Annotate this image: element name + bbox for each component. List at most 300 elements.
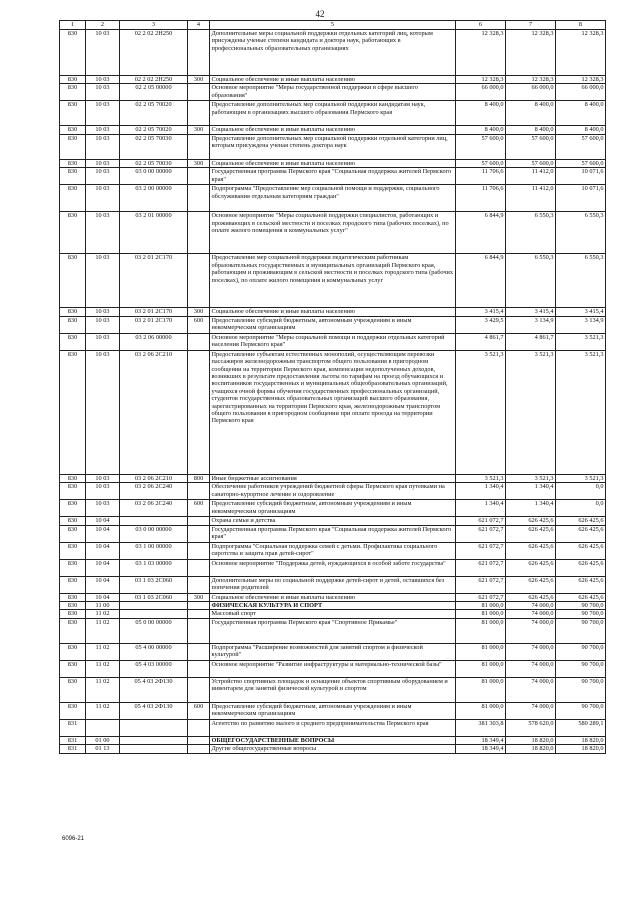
- item-name-cell: Социальное обеспечение и иные выплаты населению: [210, 308, 456, 316]
- target-article-cell: 05 4 03 00000: [120, 660, 188, 677]
- section-code-cell: 10 03: [86, 316, 120, 333]
- target-article-cell: 02 2 02 2Н250: [120, 76, 188, 84]
- section-code-cell: 10 03: [86, 254, 120, 308]
- amount-year2-cell: 74 000,0: [506, 643, 556, 660]
- section-code-cell: 10 03: [86, 30, 120, 76]
- admin-code-cell: 830: [60, 350, 86, 474]
- amount-year1-cell: 57 600,0: [456, 159, 506, 167]
- admin-code-cell: 830: [60, 643, 86, 660]
- admin-code-cell: 830: [60, 525, 86, 542]
- amount-year3-cell: 626 425,6: [556, 559, 606, 576]
- header-cell: 8: [556, 21, 606, 30]
- amount-year2-cell: 626 425,6: [506, 593, 556, 601]
- amount-year2-cell: 626 425,6: [506, 576, 556, 593]
- amount-year1-cell: 621 072,7: [456, 576, 506, 593]
- table-row: [60, 333, 606, 350]
- target-article-cell: 03 2 06 2С210: [120, 474, 188, 482]
- admin-code-cell: 830: [60, 159, 86, 167]
- section-code-cell: 11 02: [86, 643, 120, 660]
- target-article-cell: 05 4 03 2Ф130: [120, 702, 188, 719]
- amount-year1-cell: 381 303,8: [456, 719, 506, 736]
- amount-year2-cell: 66 000,0: [506, 84, 556, 101]
- item-name-cell: Другие общегосударственные вопросы: [210, 745, 456, 753]
- item-name-cell: Государственная программа Пермского края "Социальная поддержка жителей Пермского края": [210, 168, 456, 185]
- expense-type-cell: 800: [188, 474, 210, 482]
- amount-year2-cell: 3 415,4: [506, 308, 556, 316]
- amount-year2-cell: 74 000,0: [506, 660, 556, 677]
- expense-type-cell: [188, 212, 210, 254]
- expense-type-cell: [188, 719, 210, 736]
- expense-type-cell: [188, 333, 210, 350]
- admin-code-cell: 830: [60, 517, 86, 525]
- target-article-cell: 03 2 01 2С170: [120, 308, 188, 316]
- admin-code-cell: 830: [60, 610, 86, 618]
- amount-year1-cell: 81 000,0: [456, 702, 506, 719]
- table-row: [60, 525, 606, 542]
- target-article-cell: 05 0 00 00000: [120, 618, 188, 643]
- target-article-cell: 05 4 00 00000: [120, 643, 188, 660]
- item-name-cell: Обеспечение работников учреждений бюджетной сферы Пермского края путевками на санаторно-курортное лечение и оздоровление: [210, 483, 456, 500]
- page-number: 42: [315, 9, 325, 19]
- amount-year2-cell: 1 340,4: [506, 483, 556, 500]
- amount-year1-cell: 621 072,7: [456, 559, 506, 576]
- expense-type-cell: 600: [188, 316, 210, 333]
- amount-year3-cell: 18 820,0: [556, 736, 606, 744]
- section-code-cell: 10 03: [86, 185, 120, 212]
- table-row: [60, 702, 606, 719]
- table-row: [60, 601, 606, 609]
- target-article-cell: 03 1 03 2С060: [120, 576, 188, 593]
- section-code-cell: 11 02: [86, 618, 120, 643]
- admin-code-cell: 830: [60, 483, 86, 500]
- amount-year3-cell: 3 521,3: [556, 333, 606, 350]
- expense-type-cell: [188, 618, 210, 643]
- expense-type-cell: 300: [188, 159, 210, 167]
- table-row: [60, 736, 606, 744]
- target-article-cell: 03 0 00 00000: [120, 168, 188, 185]
- expense-type-cell: [188, 254, 210, 308]
- table-row: [60, 212, 606, 254]
- target-article-cell: 03 2 01 2С170: [120, 254, 188, 308]
- item-name-cell: Устройство спортивных площадок и оснащение объектов спортивным оборудованием и инвентарем для занятий физической культурой и спортом: [210, 677, 456, 702]
- expense-type-cell: [188, 601, 210, 609]
- table-row: [60, 618, 606, 643]
- amount-year1-cell: 8 400,0: [456, 126, 506, 134]
- expense-type-cell: [188, 677, 210, 702]
- target-article-cell: [120, 517, 188, 525]
- table-row: [60, 350, 606, 474]
- amount-year2-cell: 1 340,4: [506, 500, 556, 517]
- expense-type-cell: [188, 736, 210, 744]
- amount-year2-cell: 74 000,0: [506, 601, 556, 609]
- table-row: [60, 134, 606, 159]
- expense-type-cell: 600: [188, 702, 210, 719]
- amount-year2-cell: 74 000,0: [506, 702, 556, 719]
- table-row: [60, 254, 606, 308]
- amount-year3-cell: 0,0: [556, 500, 606, 517]
- section-code-cell: 10 04: [86, 517, 120, 525]
- admin-code-cell: 830: [60, 30, 86, 76]
- amount-year2-cell: 12 328,3: [506, 30, 556, 76]
- amount-year3-cell: 580 289,1: [556, 719, 606, 736]
- header-cell: 4: [188, 21, 210, 30]
- table-row: [60, 126, 606, 134]
- amount-year2-cell: 18 820,0: [506, 745, 556, 753]
- admin-code-cell: 831: [60, 745, 86, 753]
- expense-type-cell: [188, 134, 210, 159]
- amount-year2-cell: 3 521,3: [506, 350, 556, 474]
- admin-code-cell: 831: [60, 736, 86, 744]
- target-article-cell: 02 2 05 70020: [120, 126, 188, 134]
- table-row: [60, 316, 606, 333]
- admin-code-cell: 831: [60, 719, 86, 736]
- amount-year2-cell: 11 412,0: [506, 168, 556, 185]
- amount-year1-cell: 3 429,5: [456, 316, 506, 333]
- section-code-cell: 01 00: [86, 736, 120, 744]
- table-row: [60, 483, 606, 500]
- section-code-cell: 10 03: [86, 101, 120, 126]
- item-name-cell: Дополнительные меры по социальной поддержке детей-сирот и детей, оставшихся без попечения родителей: [210, 576, 456, 593]
- amount-year3-cell: 10 071,6: [556, 185, 606, 212]
- amount-year2-cell: 8 400,0: [506, 101, 556, 126]
- amount-year1-cell: 11 706,6: [456, 168, 506, 185]
- target-article-cell: 03 2 06 2С240: [120, 500, 188, 517]
- amount-year3-cell: 18 820,0: [556, 745, 606, 753]
- table-row: [60, 76, 606, 84]
- footer-code: 6096-21: [62, 836, 85, 842]
- admin-code-cell: 830: [60, 500, 86, 517]
- amount-year3-cell: 3 415,4: [556, 308, 606, 316]
- amount-year3-cell: 90 700,0: [556, 702, 606, 719]
- admin-code-cell: 830: [60, 542, 86, 559]
- amount-year2-cell: 8 400,0: [506, 126, 556, 134]
- amount-year1-cell: 6 844,9: [456, 254, 506, 308]
- item-name-cell: Государственная программа Пермского края "Социальная поддержка жителей Пермского края": [210, 525, 456, 542]
- target-article-cell: 03 2 00 00000: [120, 185, 188, 212]
- amount-year3-cell: 626 425,6: [556, 542, 606, 559]
- amount-year3-cell: 90 700,0: [556, 677, 606, 702]
- admin-code-cell: 830: [60, 601, 86, 609]
- amount-year3-cell: 626 425,6: [556, 525, 606, 542]
- table-row: [60, 500, 606, 517]
- table-row: [60, 593, 606, 601]
- expense-type-cell: [188, 559, 210, 576]
- amount-year1-cell: 81 000,0: [456, 610, 506, 618]
- admin-code-cell: 830: [60, 333, 86, 350]
- amount-year1-cell: 3 415,4: [456, 308, 506, 316]
- amount-year3-cell: 12 328,3: [556, 30, 606, 76]
- target-article-cell: 02 2 05 70030: [120, 134, 188, 159]
- admin-code-cell: 830: [60, 254, 86, 308]
- amount-year1-cell: 621 072,7: [456, 593, 506, 601]
- amount-year3-cell: 3 521,3: [556, 350, 606, 474]
- expense-type-cell: 300: [188, 76, 210, 84]
- admin-code-cell: 830: [60, 660, 86, 677]
- expense-type-cell: [188, 483, 210, 500]
- table-row: [60, 159, 606, 167]
- amount-year2-cell: 6 550,3: [506, 212, 556, 254]
- table-row: [60, 101, 606, 126]
- item-name-cell: Государственная программа Пермского края "Спортивное Прикамье": [210, 618, 456, 643]
- header-cell: 7: [506, 21, 556, 30]
- expense-type-cell: [188, 525, 210, 542]
- amount-year3-cell: 12 328,3: [556, 76, 606, 84]
- admin-code-cell: 830: [60, 559, 86, 576]
- amount-year1-cell: 1 340,4: [456, 500, 506, 517]
- table-row: [60, 30, 606, 76]
- section-code-cell: 10 04: [86, 542, 120, 559]
- amount-year2-cell: 57 600,0: [506, 159, 556, 167]
- section-code-cell: 10 04: [86, 525, 120, 542]
- admin-code-cell: 830: [60, 702, 86, 719]
- expense-type-cell: [188, 84, 210, 101]
- amount-year1-cell: 11 706,6: [456, 185, 506, 212]
- section-code-cell: 10 03: [86, 350, 120, 474]
- amount-year2-cell: 3 134,9: [506, 316, 556, 333]
- expense-type-cell: [188, 542, 210, 559]
- amount-year2-cell: 4 861,7: [506, 333, 556, 350]
- expense-type-cell: 300: [188, 593, 210, 601]
- expense-type-cell: 300: [188, 308, 210, 316]
- header-cell: 6: [456, 21, 506, 30]
- section-code-cell: 10 03: [86, 168, 120, 185]
- table-row: [60, 185, 606, 212]
- amount-year2-cell: 74 000,0: [506, 618, 556, 643]
- item-name-cell: Предоставление дополнительных мер социальной поддержки отдельной категории лиц, которым присуждена ученая степень доктора наук: [210, 134, 456, 159]
- item-name-cell: Дополнительные меры социальной поддержки отдельных категорий лиц, которым присуждены ученые степени кандидата и доктора наук, работающих в профессиональных образовательных организациях: [210, 30, 456, 76]
- section-code-cell: 10 03: [86, 333, 120, 350]
- target-article-cell: 05 4 03 2Ф130: [120, 677, 188, 702]
- section-code-cell: 10 04: [86, 576, 120, 593]
- target-article-cell: 03 1 03 2С060: [120, 593, 188, 601]
- amount-year3-cell: 626 425,6: [556, 593, 606, 601]
- item-name-cell: Основное мероприятие "Поддержка детей, нуждающихся в особой заботе государства": [210, 559, 456, 576]
- item-name-cell: Предоставление субсидий бюджетным, автономным учреждениям и иным некоммерческим организациям: [210, 500, 456, 517]
- amount-year2-cell: 18 820,0: [506, 736, 556, 744]
- amount-year3-cell: 0,0: [556, 483, 606, 500]
- amount-year3-cell: 626 425,6: [556, 517, 606, 525]
- amount-year1-cell: 621 072,7: [456, 517, 506, 525]
- item-name-cell: Предоставление мер социальной поддержки педагогическим работникам образовательных государственных и муниципальных организаций Пермского края, работающим и проживающим в сельской местности и поселках городского типа (рабочих поселках), по оплате жилого помещения и коммунальных услуг: [210, 254, 456, 308]
- target-article-cell: 03 2 01 2С170: [120, 316, 188, 333]
- expense-type-cell: 600: [188, 500, 210, 517]
- amount-year1-cell: 81 000,0: [456, 601, 506, 609]
- amount-year1-cell: 6 844,9: [456, 212, 506, 254]
- section-code-cell: 11 00: [86, 601, 120, 609]
- target-article-cell: 03 2 06 2С240: [120, 483, 188, 500]
- budget-table: [59, 20, 606, 754]
- section-code-cell: 11 02: [86, 610, 120, 618]
- header-cell: 1: [60, 21, 86, 30]
- amount-year2-cell: 12 328,3: [506, 76, 556, 84]
- section-code-cell: 10 03: [86, 474, 120, 482]
- admin-code-cell: 830: [60, 618, 86, 643]
- amount-year1-cell: 81 000,0: [456, 660, 506, 677]
- table-row: [60, 168, 606, 185]
- target-article-cell: [120, 745, 188, 753]
- expense-type-cell: [188, 101, 210, 126]
- amount-year2-cell: 57 600,0: [506, 134, 556, 159]
- table-row: [60, 576, 606, 593]
- table-row: [60, 745, 606, 753]
- target-article-cell: 02 2 05 70020: [120, 101, 188, 126]
- item-name-cell: Предоставление субсидий бюджетным, автономным учреждениям и иным некоммерческим организациям: [210, 702, 456, 719]
- amount-year1-cell: 621 072,7: [456, 525, 506, 542]
- table-row: [60, 677, 606, 702]
- amount-year1-cell: 81 000,0: [456, 643, 506, 660]
- expense-type-cell: [188, 30, 210, 76]
- amount-year1-cell: 66 000,0: [456, 84, 506, 101]
- amount-year2-cell: 626 425,6: [506, 517, 556, 525]
- item-name-cell: Основное мероприятие "Меры государственной поддержки в сфере высшего образования": [210, 84, 456, 101]
- amount-year3-cell: 626 425,6: [556, 576, 606, 593]
- amount-year1-cell: 3 521,3: [456, 474, 506, 482]
- amount-year1-cell: 1 340,4: [456, 483, 506, 500]
- item-name-cell: Основное мероприятие "Развитие инфраструктуры и материально-технической базы": [210, 660, 456, 677]
- amount-year3-cell: 90 700,0: [556, 601, 606, 609]
- expense-type-cell: [188, 350, 210, 474]
- amount-year1-cell: 3 521,3: [456, 350, 506, 474]
- section-code-cell: 10 03: [86, 212, 120, 254]
- section-code-cell: 10 03: [86, 500, 120, 517]
- section-code-cell: 10 03: [86, 134, 120, 159]
- item-name-cell: ФИЗИЧЕСКАЯ КУЛЬТУРА И СПОРТ: [210, 601, 456, 609]
- amount-year2-cell: 3 521,3: [506, 474, 556, 482]
- section-code-cell: 10 04: [86, 559, 120, 576]
- item-name-cell: ОБЩЕГОСУДАРСТВЕННЫЕ ВОПРОСЫ: [210, 736, 456, 744]
- expense-type-cell: [188, 610, 210, 618]
- admin-code-cell: 830: [60, 168, 86, 185]
- amount-year2-cell: 626 425,6: [506, 559, 556, 576]
- table-row: [60, 660, 606, 677]
- item-name-cell: Охрана семьи и детства: [210, 517, 456, 525]
- header-cell: 5: [210, 21, 456, 30]
- amount-year3-cell: 8 400,0: [556, 126, 606, 134]
- item-name-cell: Социальное обеспечение и иные выплаты населению: [210, 76, 456, 84]
- table-row: [60, 84, 606, 101]
- amount-year1-cell: 4 861,7: [456, 333, 506, 350]
- target-article-cell: 03 1 03 00000: [120, 559, 188, 576]
- item-name-cell: Социальное обеспечение и иные выплаты населению: [210, 126, 456, 134]
- item-name-cell: Предоставление дополнительных мер социальной поддержки кандидатам наук, работающим в организациях высшего образования Пермского края: [210, 101, 456, 126]
- target-article-cell: 03 2 06 00000: [120, 333, 188, 350]
- amount-year1-cell: 18 349,4: [456, 745, 506, 753]
- amount-year1-cell: 12 328,3: [456, 30, 506, 76]
- amount-year1-cell: 12 328,3: [456, 76, 506, 84]
- amount-year2-cell: 74 000,0: [506, 677, 556, 702]
- item-name-cell: Иные бюджетные ассигнования: [210, 474, 456, 482]
- amount-year3-cell: 90 700,0: [556, 618, 606, 643]
- amount-year2-cell: 626 425,6: [506, 525, 556, 542]
- expense-type-cell: [188, 576, 210, 593]
- target-article-cell: 03 2 01 00000: [120, 212, 188, 254]
- admin-code-cell: 830: [60, 316, 86, 333]
- section-code-cell: 11 02: [86, 677, 120, 702]
- amount-year2-cell: 578 620,0: [506, 719, 556, 736]
- section-code-cell: 10 03: [86, 76, 120, 84]
- section-code-cell: 10 04: [86, 593, 120, 601]
- expense-type-cell: 300: [188, 126, 210, 134]
- expense-type-cell: [188, 660, 210, 677]
- target-article-cell: 02 2 02 2Н250: [120, 30, 188, 76]
- target-article-cell: [120, 736, 188, 744]
- admin-code-cell: 830: [60, 185, 86, 212]
- expense-type-cell: [188, 643, 210, 660]
- item-name-cell: Основное мероприятие "Меры социальной помощи и поддержки отдельных категорий населения Пермского края": [210, 333, 456, 350]
- amount-year2-cell: 74 000,0: [506, 610, 556, 618]
- admin-code-cell: 830: [60, 576, 86, 593]
- header-cell: 2: [86, 21, 120, 30]
- amount-year3-cell: 3 521,3: [556, 474, 606, 482]
- admin-code-cell: 830: [60, 308, 86, 316]
- amount-year3-cell: 90 700,0: [556, 643, 606, 660]
- table-row: [60, 474, 606, 482]
- item-name-cell: Агентство по развитию малого и среднего предпринимательства Пермского края: [210, 719, 456, 736]
- amount-year2-cell: 626 425,6: [506, 542, 556, 559]
- table-row: [60, 610, 606, 618]
- target-article-cell: [120, 610, 188, 618]
- target-article-cell: 03 2 06 2С210: [120, 350, 188, 474]
- target-article-cell: [120, 719, 188, 736]
- item-name-cell: Социальное обеспечение и иные выплаты населению: [210, 159, 456, 167]
- admin-code-cell: 830: [60, 593, 86, 601]
- expense-type-cell: [188, 745, 210, 753]
- admin-code-cell: 830: [60, 474, 86, 482]
- section-code-cell: 11 02: [86, 660, 120, 677]
- section-code-cell: 10 03: [86, 483, 120, 500]
- admin-code-cell: 830: [60, 84, 86, 101]
- target-article-cell: 02 2 05 70030: [120, 159, 188, 167]
- expense-type-cell: [188, 185, 210, 212]
- admin-code-cell: 830: [60, 134, 86, 159]
- section-code-cell: [86, 719, 120, 736]
- admin-code-cell: 830: [60, 76, 86, 84]
- amount-year3-cell: 90 700,0: [556, 660, 606, 677]
- table-row: [60, 643, 606, 660]
- target-article-cell: 02 2 05 00000: [120, 84, 188, 101]
- section-code-cell: 10 03: [86, 159, 120, 167]
- table-row: [60, 517, 606, 525]
- amount-year1-cell: 8 400,0: [456, 101, 506, 126]
- table-row: [60, 542, 606, 559]
- amount-year3-cell: 8 400,0: [556, 101, 606, 126]
- amount-year1-cell: 621 072,7: [456, 542, 506, 559]
- admin-code-cell: 830: [60, 101, 86, 126]
- section-code-cell: 11 02: [86, 702, 120, 719]
- section-code-cell: 10 03: [86, 308, 120, 316]
- section-code-cell: 01 13: [86, 745, 120, 753]
- target-article-cell: 03 1 00 00000: [120, 542, 188, 559]
- admin-code-cell: 830: [60, 126, 86, 134]
- amount-year2-cell: 11 412,0: [506, 185, 556, 212]
- amount-year1-cell: 81 000,0: [456, 677, 506, 702]
- item-name-cell: Основное мероприятие "Меры социальной поддержки специалистов, работающих и проживающих в сельской местности и поселках городского типа (рабочих поселках), по оплате жилого помещения и коммунальных услуг": [210, 212, 456, 254]
- table-row: [60, 559, 606, 576]
- item-name-cell: Подпрограмма "Предоставление мер социальной помощи и поддержки, социального обслуживания отдельным категориям граждан": [210, 185, 456, 212]
- item-name-cell: Предоставление субъектам естественных монополий, осуществляющим перевозки пассажиров железнодорожным транспортом общего пользования в пригородном сообщении на территории Пермского края, компенсации недополученных доходов, возникших в результате предоставления льготы по тарифам на проезд обучающихся и воспитанников государственных и муниципальных общеобразовательных организаций, учащихся очной формы обучения государственных профессиональных организаций, студентов государственных образовательных организаций высшего образования, зарегистрированных на территории Пермского края, железнодорожным транспортом общего пользования в пригородном сообщении при оплате проезда на территории Пермского края: [210, 350, 456, 474]
- amount-year3-cell: 3 134,9: [556, 316, 606, 333]
- amount-year3-cell: 6 550,3: [556, 254, 606, 308]
- item-name-cell: Массовый спорт: [210, 610, 456, 618]
- section-code-cell: 10 03: [86, 84, 120, 101]
- section-code-cell: 10 03: [86, 126, 120, 134]
- table-row: [60, 719, 606, 736]
- admin-code-cell: 830: [60, 212, 86, 254]
- amount-year3-cell: 10 071,6: [556, 168, 606, 185]
- expense-type-cell: [188, 517, 210, 525]
- amount-year3-cell: 57 600,0: [556, 134, 606, 159]
- item-name-cell: Подпрограмма "Социальная поддержка семей с детьми. Профилактика социального сиротства и защита прав детей-сирот": [210, 542, 456, 559]
